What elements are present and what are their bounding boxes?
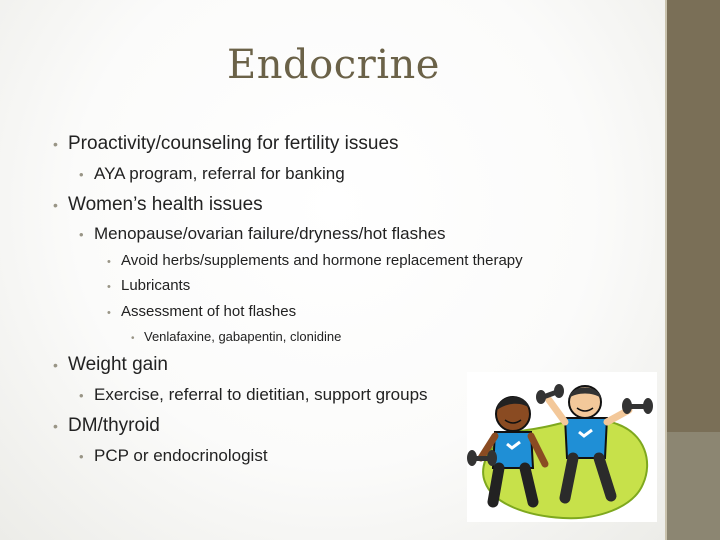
bullet-marker: • <box>53 197 58 213</box>
bullet-text: PCP or endocrinologist <box>94 446 268 465</box>
bullet-hot-flash-assessment <box>107 303 296 320</box>
bullet-text: Avoid herbs/supplements and hormone replacement therapy <box>121 252 523 269</box>
bullet-fertility <box>53 133 399 155</box>
bullet-pcp <box>79 446 268 466</box>
bullet-text: Lubricants <box>121 277 191 294</box>
bullet-womens-health <box>53 194 263 216</box>
exercise-clipart <box>467 372 657 522</box>
bullet-marker: • <box>53 357 58 373</box>
bullet-dm-thyroid <box>53 415 160 437</box>
bullet-marker: • <box>107 307 111 319</box>
bullet-exercise <box>79 385 428 405</box>
bullet-text: Venlafaxine, gabapentin, clonidine <box>144 329 342 344</box>
bullet-marker: • <box>79 388 84 403</box>
bullet-marker: • <box>131 333 135 344</box>
bullet-avoid-herbs <box>107 252 523 269</box>
bullet-text: AYA program, referral for banking <box>94 164 345 183</box>
bullet-text: Proactivity/counseling for fertility issues <box>68 133 399 154</box>
bullet-text: Women’s health issues <box>68 194 263 215</box>
bullet-aya-program <box>79 164 345 184</box>
bullet-marker: • <box>79 449 84 464</box>
bullet-marker: • <box>107 256 111 268</box>
bullet-medications <box>131 329 341 344</box>
bullet-text: DM/thyroid <box>68 415 160 436</box>
bullet-marker: • <box>79 227 84 242</box>
bullet-menopause <box>79 224 446 244</box>
bullet-lubricants <box>107 277 190 294</box>
bullet-marker: • <box>107 281 111 293</box>
side-panel-accent <box>667 432 720 540</box>
bullet-marker: • <box>79 167 84 182</box>
bullet-marker: • <box>53 136 58 152</box>
slide-title: Endocrine <box>227 42 440 88</box>
bullet-text: Weight gain <box>68 354 168 375</box>
bullet-text: Assessment of hot flashes <box>121 303 297 320</box>
bullet-marker: • <box>53 418 58 434</box>
bullet-text: Exercise, referral to dietitian, support groups <box>94 385 428 404</box>
bullet-weight-gain <box>53 354 168 376</box>
bullet-text: Menopause/ovarian failure/dryness/hot flashes <box>94 224 446 243</box>
